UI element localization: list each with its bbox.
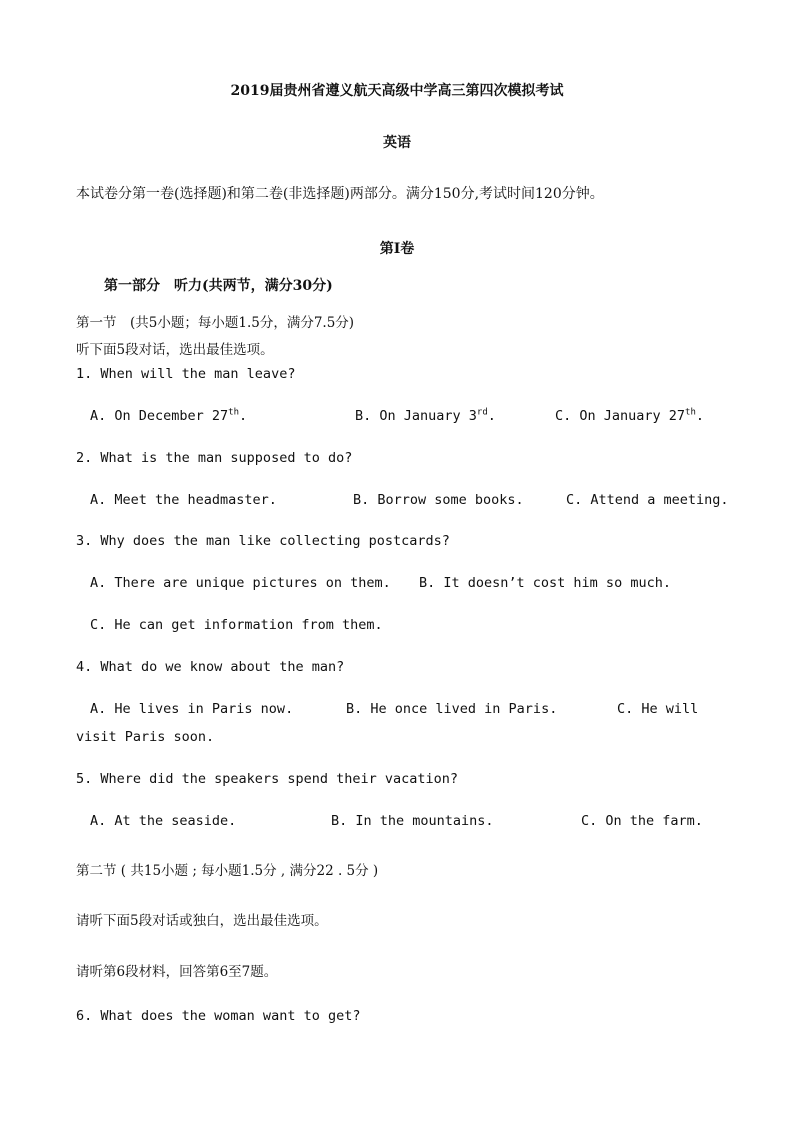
ordinal-suffix: th: [685, 407, 696, 418]
question-4-option-c-continued: visit Paris soon.: [76, 729, 215, 745]
question-2-option-c: C. Attend a meeting.: [566, 492, 729, 508]
ordinal-suffix: rd: [476, 407, 488, 418]
question-5-stem: 5. Where did the speakers spend their vacation?: [76, 771, 459, 787]
section2-material: 请听第6段材料，回答第6至7题。: [76, 964, 278, 980]
section1-instruction: 听下面5段对话，选出最佳选项。: [76, 342, 274, 358]
option-text: B. On January 3: [355, 408, 477, 424]
option-text: A. On December 27: [90, 408, 229, 424]
question-1-option-a: [90, 408, 247, 424]
option-end: .: [239, 408, 248, 424]
question-4-option-c: C. He will: [617, 701, 699, 717]
section2-heading: 第二节 ( 共15小题 ; 每小题1.5分 , 满分22 . 5分 ): [76, 863, 379, 879]
exam-title: 2019届贵州省遵义航天高级中学高三第四次模拟考试: [230, 83, 564, 99]
question-1-option-c: [555, 408, 704, 424]
question-4-option-a: A. He lives in Paris now.: [90, 701, 294, 717]
question-2-option-a: A. Meet the headmaster.: [90, 492, 277, 508]
question-3-stem: 3. Why does the man like collecting postcards?: [76, 533, 450, 549]
question-3-option-a: A. There are unique pictures on them.: [90, 575, 391, 591]
ordinal-suffix: th: [228, 407, 240, 418]
question-3-option-c: C. He can get information from them.: [90, 617, 383, 633]
volume-title: 第Ⅰ卷: [379, 241, 415, 257]
question-2-stem: 2. What is the man supposed to do?: [76, 450, 353, 466]
option-end: .: [695, 408, 705, 424]
question-5-option-a: A. At the seaside.: [90, 813, 237, 829]
exam-intro: 本试卷分第一卷(选择题)和第二卷(非选择题)两部分。满分150分,考试时间120分钟。: [76, 186, 604, 202]
section1-heading: 第一节 (共5小题；每小题1.5分，满分7.5分): [76, 315, 355, 331]
option-text: C. On January 27: [555, 408, 686, 424]
question-2-option-b: B. Borrow some books.: [353, 492, 524, 508]
question-6-stem: 6. What does the woman want to get?: [76, 1008, 361, 1024]
question-1-stem: 1. When will the man leave?: [76, 366, 296, 382]
question-1-option-b: [355, 408, 496, 424]
question-3-option-b: B. It doesn’t cost him so much.: [419, 575, 671, 591]
question-4-stem: 4. What do we know about the man?: [76, 659, 345, 675]
option-end: .: [487, 408, 496, 424]
question-4-option-b: B. He once lived in Paris.: [346, 701, 558, 717]
section2-instruction: 请听下面5段对话或独白，选出最佳选项。: [76, 913, 328, 929]
subject-title: 英语: [383, 135, 411, 151]
question-5-option-b: B. In the mountains.: [331, 813, 494, 829]
part1-heading: 第一部分 听力(共两节，满分30分): [104, 278, 333, 294]
question-5-option-c: C. On the farm.: [581, 813, 703, 829]
